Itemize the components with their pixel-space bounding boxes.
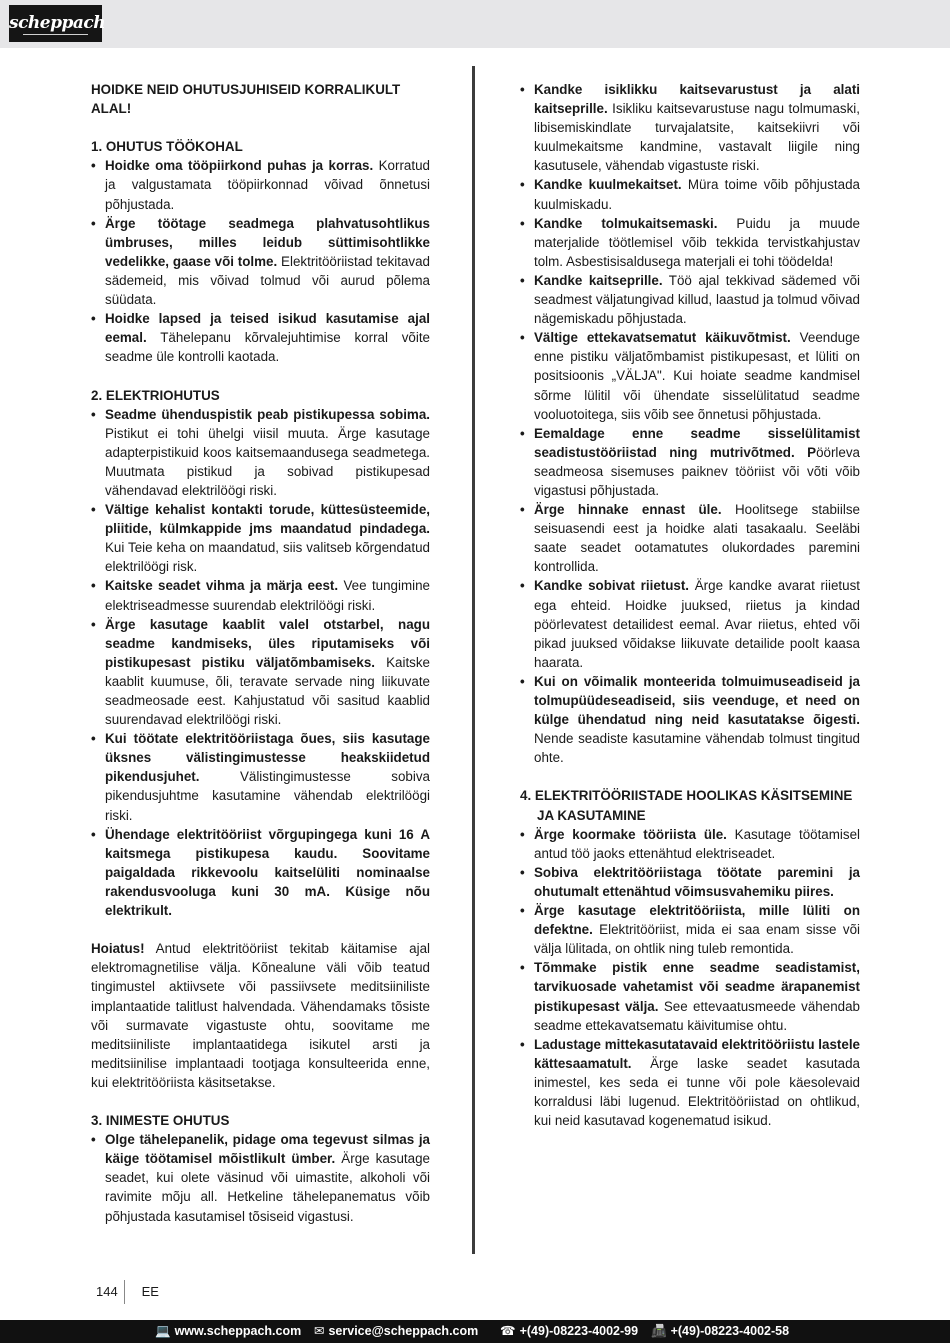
bullet-dot: •: [520, 330, 525, 346]
bullet-item: [520, 214, 860, 271]
bullet-bold-text: Ärge koormake tööriista üle.: [534, 826, 727, 842]
bullet-item: [91, 500, 430, 576]
bullet-bold-text: Eemaldage enne seadme sisselülitamist seadistustööriistad ning mutrivõtmed. P: [534, 425, 860, 460]
bullet-dot: •: [520, 425, 525, 441]
bullet-dot: •: [520, 903, 525, 919]
bullet-body-text: Kui Teie keha on maandatud, siis valitseb kõrgendatud elektrilöögi risk.: [105, 540, 430, 575]
warning-label: Hoiatus!: [91, 941, 145, 957]
bullet-item: [91, 405, 430, 500]
bullet-body-text: Pistikut ei tohi ühelgi viisil muuta. Ärge kasutage adapterpistikuid koos kaitsemaandusega seadmetega. Muutmata pistikud ja sobivad pistikupesad vähendavad elektrilöögi riski.: [105, 425, 430, 498]
bullet-item: [520, 175, 860, 213]
bullet-bold-text: Tõmmake pistik enne seadme seadistamist, tarvikuosade vahetamist või seadme ärapanemist pistikupesast välja.: [534, 960, 860, 1014]
bullet-dot: •: [91, 406, 96, 422]
logo-text: scheppach: [9, 13, 106, 33]
bullet-body-text: Nende seadiste kasutamine vähendab tolmust tingitud ohte.: [534, 731, 860, 766]
bullet-dot: •: [520, 578, 525, 594]
page-footer: [96, 1282, 159, 1301]
bullet-bold-text: Olge tähelepanelik, pidage oma tegevust silmas ja käige töötamisel mõistlikult ümber.: [105, 1132, 430, 1167]
bullet-item: [520, 672, 860, 767]
bullet-item: [91, 729, 430, 824]
section-3-title: 3. INIMESTE OHUTUS: [91, 1113, 230, 1129]
bullet-dot: •: [91, 215, 96, 231]
bullet-body-text: See ettevaatusmeede vähendab seadme ettekavatsematu käivitumise ohtu.: [534, 998, 860, 1033]
warning-paragraph: [91, 939, 430, 1092]
bullet-body-text: Isikliku kaitsevarustuse nagu tolmumaski, libisemiskindlate turvajalatsite, kaitsekiivri või kuulmekaitsme kandmine, vastavalt liigile ning kasutusele, vähendab vigastuste riski.: [534, 101, 860, 174]
bullet-body-text: Välistingimustesse sobiva pikendusjuhtme kasutamine vähendab elektrilöögi riski.: [105, 769, 430, 823]
bullet-dot: •: [91, 731, 96, 747]
bullet-dot: •: [520, 826, 525, 842]
bullet-bold-text: Kui töötate elektritööriistaga õues, siis kasutage üksnes välistingimustesse heakskiidetud pikendusjuhet.: [105, 731, 430, 785]
right-column: [520, 80, 860, 1130]
bullet-bold-text: Sobiva elektritööriistaga töötate paremini ja ohutumalt ettenähtud võimsusvahemiku piires.: [534, 864, 860, 899]
bullet-body-text: Veenduge enne pistiku väljatõmbamist pistikupesast, et lüliti on positsioonis „VÄLJA". Kui hoiate seadme kandmisel sõrme lülitil või ühendate sisselülitatud seadme vooluotoitega, siis võib see õnnetusi põhjustada.: [534, 330, 860, 422]
bullet-bold-text: Hoidke lapsed ja teised isikud kasutamise ajal eemal.: [105, 311, 430, 346]
bullet-bold-text: Hoidke oma tööpiirkond puhas ja korras.: [105, 158, 374, 174]
bullet-body-text: Puidu ja muude materjalide töötlemisel võib tekkida tervistkahjustav tolm. Asbestisisaldusega materjali ei tohi töödelda!: [534, 215, 860, 269]
bullet-bold-text: Ühendage elektritööriist võrgupingega kuni 16 A kaitsmega pistikupesa kaudu. Soovitame paigaldada rikkevoolu kaitselüliti nominaalse rakendusvooluga kuni 30 mA. Küsige nõu elektrikult.: [105, 826, 430, 919]
section-2-list: [91, 405, 430, 921]
bullet-bold-text: Ärge kasutage kaablit valel otstarbel, nagu seadme kandmiseks, üles riputamiseks või pistikupesast pistiku väljatõmbamiseks.: [105, 616, 430, 670]
column-divider: [472, 66, 475, 1254]
footer-email[interactable]: [314, 1320, 478, 1343]
bullet-bold-text: Kandke isiklikku kaitsevarustust ja alati kaitseprille.: [534, 82, 860, 117]
bullet-dot: •: [520, 1036, 525, 1052]
bullet-body-text: Vee tungimine elektriseadmesse suurendab elektrilöögi riski.: [105, 578, 430, 613]
bullet-item: [520, 1035, 860, 1130]
language-code: EE: [141, 1284, 159, 1299]
warning-text: Antud elektritööriist tekitab käitamise ajal elektromagnetilise välja. Kõnealune väli võib teatud tingimustel aktiivsete või passiivsete meditsiiniliste implantaatide talitlust halvendada. Vähendamaks tõsiste või surmavate vigastuste ohtu, soovitame me meditsiiniliste implantaatidega isikutel arsti ja meditsiinilise implantaadi tootjaga konsulteerida enne, kui elektritööriista käsitsetakse.: [91, 941, 430, 1090]
bullet-bold-text: Kandke kuulmekaitset.: [534, 177, 682, 193]
bullet-dot: •: [520, 864, 525, 880]
page-number: 144: [96, 1284, 118, 1299]
footer-fax: [651, 1320, 789, 1343]
bullet-dot: •: [520, 82, 525, 97]
section-1-title: 1. OHUTUS TÖÖKOHAL: [91, 139, 243, 155]
mail-icon: ✉: [314, 1324, 325, 1338]
bullet-bold-text: Ärge hinnake ennast üle.: [534, 502, 722, 518]
bullet-item: [520, 424, 860, 500]
bullet-item: [520, 863, 860, 901]
bullet-item: [520, 80, 860, 175]
logo-underline: [23, 34, 88, 35]
bullet-item: [91, 309, 430, 366]
bullet-bold-text: Kaitske seadet vihma ja märja eest.: [105, 578, 339, 594]
bullet-dot: •: [91, 158, 96, 174]
bullet-body-text: Tähelepanu kõrvalejuhtimise korral võite seadme üle kontrolli kaotada.: [105, 330, 430, 365]
bullet-bold-text: Kandke tolmukaitsemaski.: [534, 215, 718, 231]
bullet-dot: •: [91, 616, 96, 632]
bullet-body-text: Töö ajal tekkivad sädemed või seadmest väljatungivad killud, laastud ja tolmud võivad nägemiskadu põhjustada.: [534, 272, 861, 327]
bullet-body-text: Ärge kandke avarat riietust ega ehteid. Hoidke juuksed, riietus ja kindad pöörlevatest detailidest eemal. Avar riietus, ehted või pikad juuksed võidakse liikuvate detailide poolt kaasa haarata.: [534, 578, 860, 670]
footer-email-text: service@scheppach.com: [328, 1324, 479, 1338]
footer-fax-text: +(49)-08223-4002-58: [670, 1324, 790, 1338]
bullet-item: [520, 500, 860, 576]
bullet-bold-text: Vältige ettekavatsematut käikuvõtmist.: [534, 330, 791, 346]
left-column: [91, 80, 430, 1226]
bullet-dot: •: [520, 215, 525, 231]
header-band: [0, 0, 950, 48]
footer-web-text: www.scheppach.com: [174, 1324, 302, 1338]
bullet-dot: •: [91, 1132, 96, 1148]
bullet-bold-text: Ladustage mittekasutatavaid elektritööriistu lastele kättesaamatult.: [534, 1036, 860, 1071]
bullet-item: [91, 825, 430, 920]
bullet-body-text: Ärge kasutage seadet, kui olete väsinud või uimastite, alkoholi või ravimite mõju all. Hetkeline tähelepanematus võib põhjustada kasutamisel tõsiseid vigastusi.: [105, 1151, 430, 1224]
section-3-list: [91, 1130, 430, 1225]
bullet-bold-text: Seadme ühenduspistik peab pistikupessa sobima.: [105, 406, 430, 422]
bullet-body-text: Müra toime võib põhjustada kuulmiskadu.: [534, 177, 860, 212]
section-1-list: [91, 156, 430, 366]
bullet-dot: •: [91, 826, 96, 842]
intro-heading: HOIDKE NEID OHUTUSJUHISEID KORRALIKULT ALAL!: [91, 82, 401, 117]
bullet-body-text: öörleva seadmeosa sisemuses paiknev tööriist või võti võib vigastusi põhjustada.: [534, 444, 860, 498]
bullet-item: [520, 901, 860, 958]
bullet-item: [91, 576, 430, 614]
section-3-continued-list: [520, 80, 860, 767]
bullet-item: [91, 156, 430, 213]
footer-phone[interactable]: [500, 1320, 638, 1343]
bullet-item: [520, 825, 860, 863]
bullet-item: [91, 615, 430, 730]
bullet-dot: •: [91, 578, 96, 594]
bullet-item: [91, 1130, 430, 1225]
bullet-bold-text: Kui on võimalik monteerida tolmuimuseadiseid ja tolmupüüdeseadiseid, siis veenduge, et need on külge ühendatud ning neid kasutatakse õigesti.: [534, 673, 860, 728]
bullet-dot: •: [520, 272, 525, 288]
phone-icon: ☎: [500, 1324, 516, 1338]
bullet-bold-text: Vältige kehalist kontakti torude, küttesüsteemide, pliitide, külmkappide jms maandatud pindadega.: [105, 502, 430, 537]
bullet-dot: •: [91, 311, 96, 327]
footer-web[interactable]: [155, 1320, 301, 1343]
bullet-item: [520, 328, 860, 423]
bullet-item: [91, 214, 430, 309]
section-4-title: 4. ELEKTRITÖÖRIISTADE HOOLIKAS KÄSITSEMINE JA KASUTAMINE: [520, 788, 853, 823]
bullet-item: [520, 271, 860, 328]
bullet-body-text: Ärge laske seadet kasutada inimestel, kes seda ei tunne või pole käesolevaid korraldusi läbi lugenud. Elektritööriistad on ohtlikud, kui neid kasutavad kogenematud isikud.: [534, 1055, 860, 1129]
bullet-body-text: Korratud ja valgustamata tööpiirkonnad võivad õnnetusi põhjustada.: [105, 158, 430, 212]
bullet-body-text: Hoolitsege stabiilse seisuasendi eest ja hoidke alati tasakaalu. Seeläbi saate seadet ootamatutes olukordades paremini kontrollida.: [534, 502, 860, 575]
fax-icon: 📠: [651, 1324, 667, 1338]
bullet-dot: •: [520, 177, 525, 193]
bullet-body-text: Elektritööriistad tekitavad sädemeid, mis võivad tolmud või aurud põlema süüdata.: [105, 253, 431, 308]
brand-logo: [9, 5, 106, 42]
bullet-body-text: Kaitske kaablit kuumuse, õli, teravate servade ning liikuvate seadmeosade eest. Kahjustatud või sasitud kaablid suurendavad elektrilöögi riski.: [105, 654, 430, 728]
footer-phone-text: +(49)-08223-4002-99: [519, 1324, 639, 1338]
bullet-dot: •: [520, 960, 525, 976]
bullet-item: [520, 576, 860, 671]
bullet-body-text: Elektritööriist, mida ei saa enam sisse või välja lülitada, on ohtlik ning tuleb remontida.: [534, 922, 860, 957]
bullet-body-text: Kasutage töötamisel antud töö jaoks ettenähtud elektriseadet.: [534, 826, 861, 861]
bullet-dot: •: [91, 502, 96, 518]
bullet-dot: •: [520, 673, 525, 689]
contact-footer: [0, 1320, 950, 1343]
bullet-bold-text: Kandke kaitseprille.: [534, 272, 663, 288]
page-separator: [124, 1280, 125, 1304]
bullet-item: [520, 958, 860, 1034]
bullet-bold-text: Kandke sobivat riietust.: [534, 578, 690, 594]
bullet-dot: •: [520, 502, 525, 518]
bullet-bold-text: Ärge töötage seadmega plahvatusohtlikus ümbruses, milles leidub süttimisohtlikke vedelikke, gaase või tolme.: [105, 215, 430, 269]
section-2-title: 2. ELEKTRIOHUTUS: [91, 387, 220, 403]
computer-icon: 💻: [155, 1324, 171, 1338]
bullet-bold-text: Ärge kasutage elektritööriista, mille lüliti on defektne.: [534, 903, 860, 938]
section-4-list: [520, 825, 860, 1131]
